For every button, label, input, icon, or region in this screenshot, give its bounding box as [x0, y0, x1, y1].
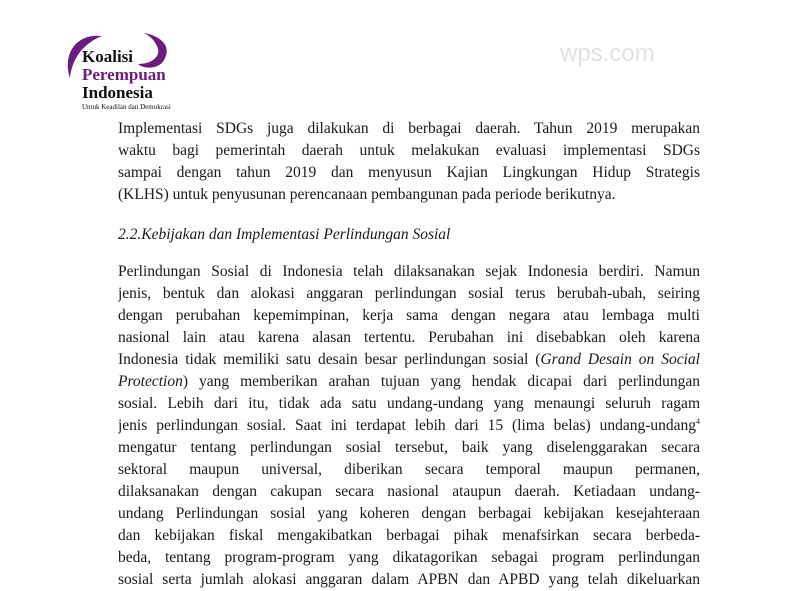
text-line: beda, tentang program-program yang dikatagorikan sebagai program perlindungan	[118, 549, 700, 566]
text-run: Indonesia tidak memiliki satu desain besar perlindungan sosial (	[118, 351, 541, 368]
text-line: sampai dengan tahun 2019 dan menyusun Kajian Lingkungan Hidup Strategis	[118, 164, 700, 181]
footnote-ref[interactable]: 4	[696, 416, 700, 426]
text-line: nasional lain atau karena alasan tertentu. Perubahan ini disebabkan oleh karena	[118, 329, 700, 346]
text-line	[118, 371, 700, 393]
text-line	[118, 415, 700, 437]
text-line: mengatur tentang perlindungan sosial tersebut, baik yang diselenggarakan secara	[118, 439, 700, 456]
text-run: ) yang memberikan arahan tujuan yang hendak dicapai dari perlindungan	[182, 373, 700, 390]
watermark: wps.com	[560, 40, 655, 67]
text-line: jenis, bentuk dan alokasi anggaran perlindungan sosial terus berubah-ubah, seiring	[118, 285, 700, 302]
text-line: Perlindungan Sosial di Indonesia telah dilaksanakan sejak Indonesia berdiri. Namun	[118, 263, 700, 280]
logo-line3: Indonesia	[82, 83, 153, 102]
logo-line1: Koalisi	[82, 47, 134, 66]
text-line	[118, 349, 700, 371]
text-line: sektoral maupun universal, diberikan secara temporal maupun permanen,	[118, 461, 700, 478]
text-line: waktu bagi pemerintah daerah untuk melakukan evaluasi implementasi SDGs	[118, 142, 700, 159]
italic-term: Protection	[118, 373, 183, 390]
text-line: (KLHS) untuk penyusunan perencanaan pembangunan pada periode berikutnya.	[118, 186, 616, 203]
text-run: jenis perlindungan sosial. Saat ini terdapat lebih dari 15 (lima belas) undang-undang	[118, 417, 696, 434]
text-line: undang Perlindungan sosial yang koheren dengan berbagai kebijakan kesejahteraan	[118, 505, 700, 522]
text-line: dan kebijakan fiskal mengakibatkan berbagai pihak menafsirkan secara berbeda-	[118, 527, 700, 544]
section-heading: 2.2.Kebijakan dan Implementasi Perlindungan Sosial	[118, 226, 451, 243]
text-line: dengan perubahan kepemimpinan, kerja sama dengan negara atau lembaga multi	[118, 307, 700, 324]
logo	[62, 28, 192, 112]
text-line: sosial serta jumlah alokasi anggaran dalam APBN dan APBD yang telah dikeluarkan	[118, 571, 700, 588]
logo-line2: Perempuan	[82, 65, 166, 84]
italic-term: Grand Desain on Social	[540, 351, 700, 368]
paragraph-2	[118, 261, 700, 591]
paragraph-1	[118, 118, 700, 206]
text-line: Implementasi SDGs juga dilakukan di berbagai daerah. Tahun 2019 merupakan	[118, 120, 700, 137]
logo-tagline: Untuk Keadilan dan Demokrasi	[82, 103, 171, 111]
text-line: dilaksanakan dengan cakupan secara nasional ataupun daerah. Ketiadaan undang-	[118, 483, 700, 500]
text-line: sosial. Lebih dari itu, tidak ada satu undang-undang yang menaungi seluruh ragam	[118, 395, 700, 412]
